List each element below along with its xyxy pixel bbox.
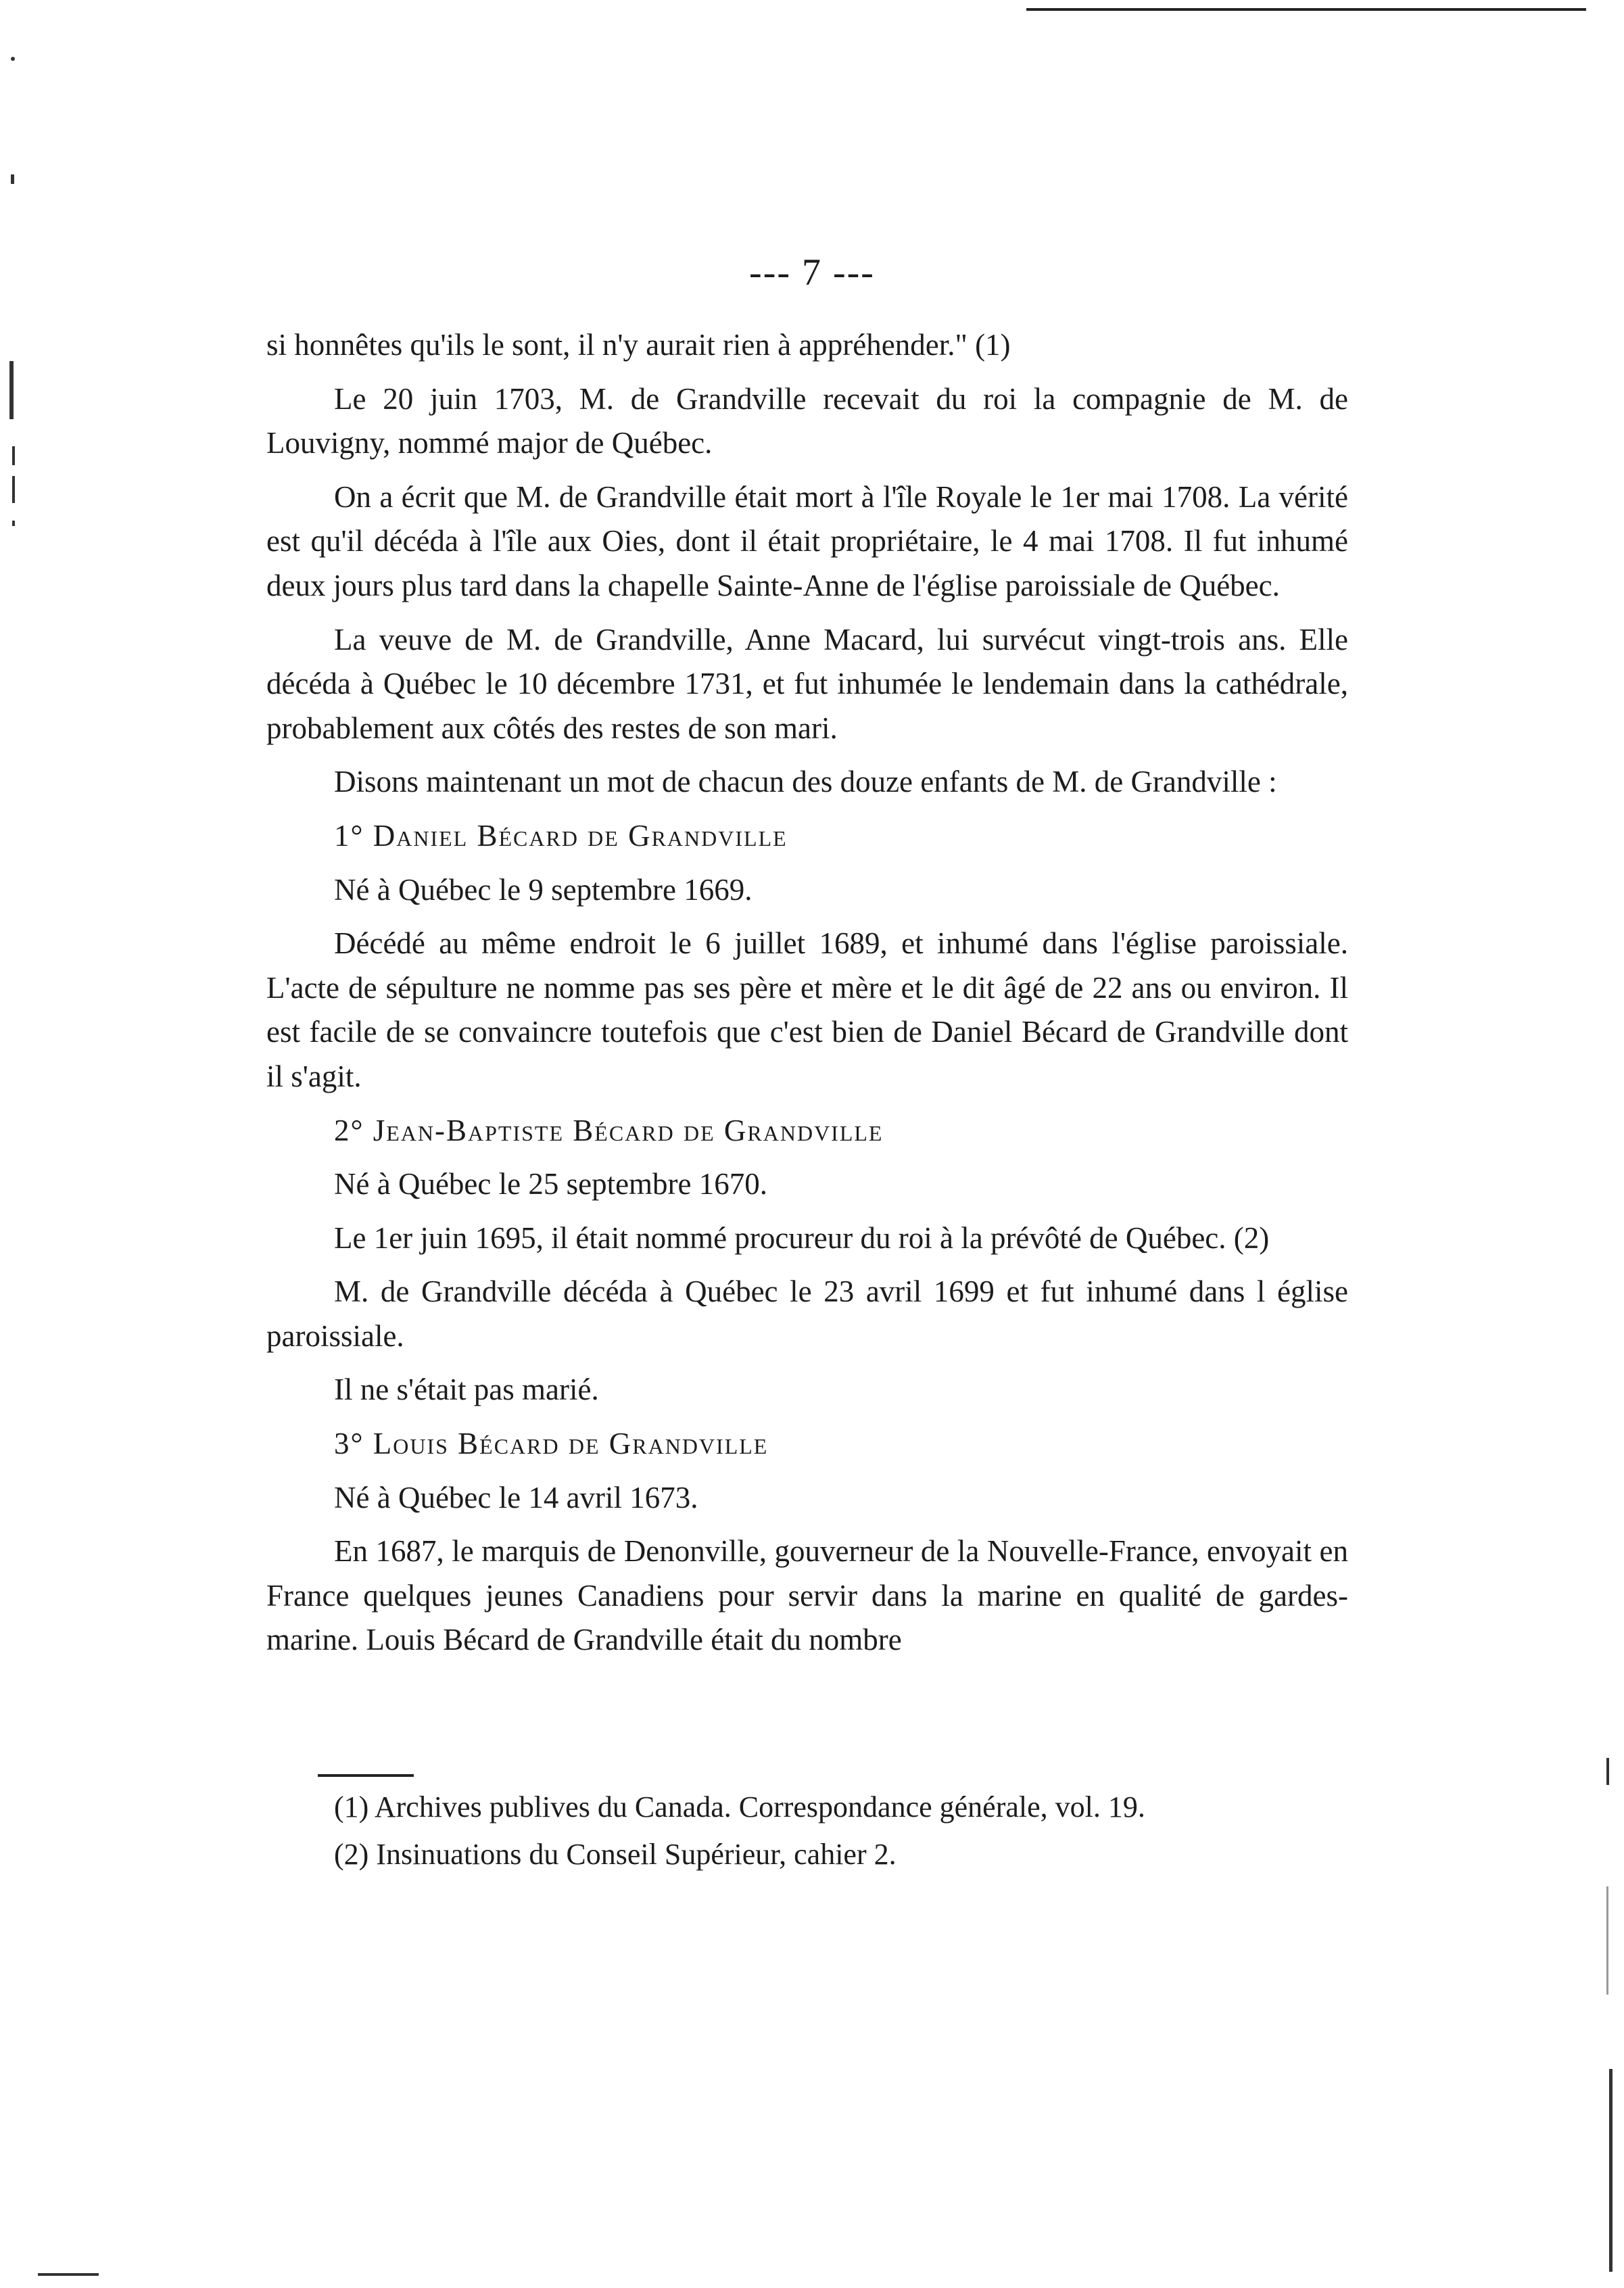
scan-mark xyxy=(12,521,15,526)
paragraph: En 1687, le marquis de Denonville, gouverneur de la Nouvelle-France, envoyait en France quelques jeunes Canadiens pour servir dans la marine en qualité de gardes-marine. Louis Bécard de Grandville était du nombre xyxy=(266,1534,1348,1657)
footnote: (1) Archives publives du Canada. Correspondance générale, vol. 19. xyxy=(334,1790,1145,1824)
child-heading: 2° Jean-Baptiste Bécard de Grandville xyxy=(334,1113,884,1147)
scan-mark xyxy=(9,361,14,419)
paragraph: Le 1er juin 1695, il était nommé procureur du roi à la prévôté de Québec. (2) xyxy=(334,1220,1270,1255)
paragraph: Né à Québec le 9 septembre 1669. xyxy=(334,872,753,907)
scan-mark xyxy=(12,446,15,465)
paragraph: La veuve de M. de Grandville, Anne Macard, lui survécut vingt-trois ans. Elle décéda à Québec le 10 décembre 1731, et fut inhumée le lendemain dans la cathédrale, probablement aux côtés des restes de son mari. xyxy=(266,622,1348,745)
header-rule xyxy=(1026,8,1586,11)
paragraph-continuation: si honnêtes qu'ils le sont, il n'y aurait rien à appréhender." (1) xyxy=(266,328,1011,362)
scan-mark xyxy=(11,57,15,61)
paragraph: Il ne s'était pas marié. xyxy=(334,1373,599,1407)
footnote-rule xyxy=(318,1774,414,1777)
paragraph: Né à Québec le 25 septembre 1670. xyxy=(334,1167,768,1201)
scan-mark xyxy=(11,174,14,184)
scan-mark xyxy=(1606,1758,1609,1785)
footnote: (2) Insinuations du Conseil Supérieur, cahier 2. xyxy=(334,1838,897,1871)
paragraph: Décédé au même endroit le 6 juillet 1689, et inhumé dans l'église paroissiale. L'acte de sépulture ne nomme pas ses père et mère et le dit âgé de 22 ans ou environ. Il est facile de se convaincre toutefois que c'est bien de Daniel Bécard de Grandville dont il s'agit. xyxy=(266,926,1348,1093)
child-heading: 1° Daniel Bécard de Grandville xyxy=(334,818,788,853)
paragraph: On a écrit que M. de Grandville était mort à l'île Royale le 1er mai 1708. La vérité est qu'il décéda à l'île aux Oies, dont il était propriétaire, le 4 mai 1708. Il fut inhumé deux jours plus tard dans la chapelle Sainte-Anne de l'église paroissiale de Québec. xyxy=(266,479,1348,602)
page-number: --- 7 --- xyxy=(749,252,875,293)
scan-mark xyxy=(1609,2069,1613,2272)
paragraph: M. de Grandville décéda à Québec le 23 avril 1699 et fut inhumé dans l église paroissiale. xyxy=(266,1274,1348,1353)
scan-mark xyxy=(12,476,15,503)
paragraph: Né à Québec le 14 avril 1673. xyxy=(334,1480,698,1515)
body-text xyxy=(266,323,1348,1672)
paragraph: Le 20 juin 1703, M. de Grandville recevait du roi la compagnie de M. de Louvigny, nommé major de Québec. xyxy=(266,381,1348,460)
paragraph: Disons maintenant un mot de chacun des douze enfants de M. de Grandville : xyxy=(334,765,1277,799)
footnotes xyxy=(266,1786,1348,1881)
scan-mark xyxy=(38,2273,99,2276)
scan-mark xyxy=(1606,1886,1608,1995)
child-heading: 3° Louis Bécard de Grandville xyxy=(334,1427,769,1461)
